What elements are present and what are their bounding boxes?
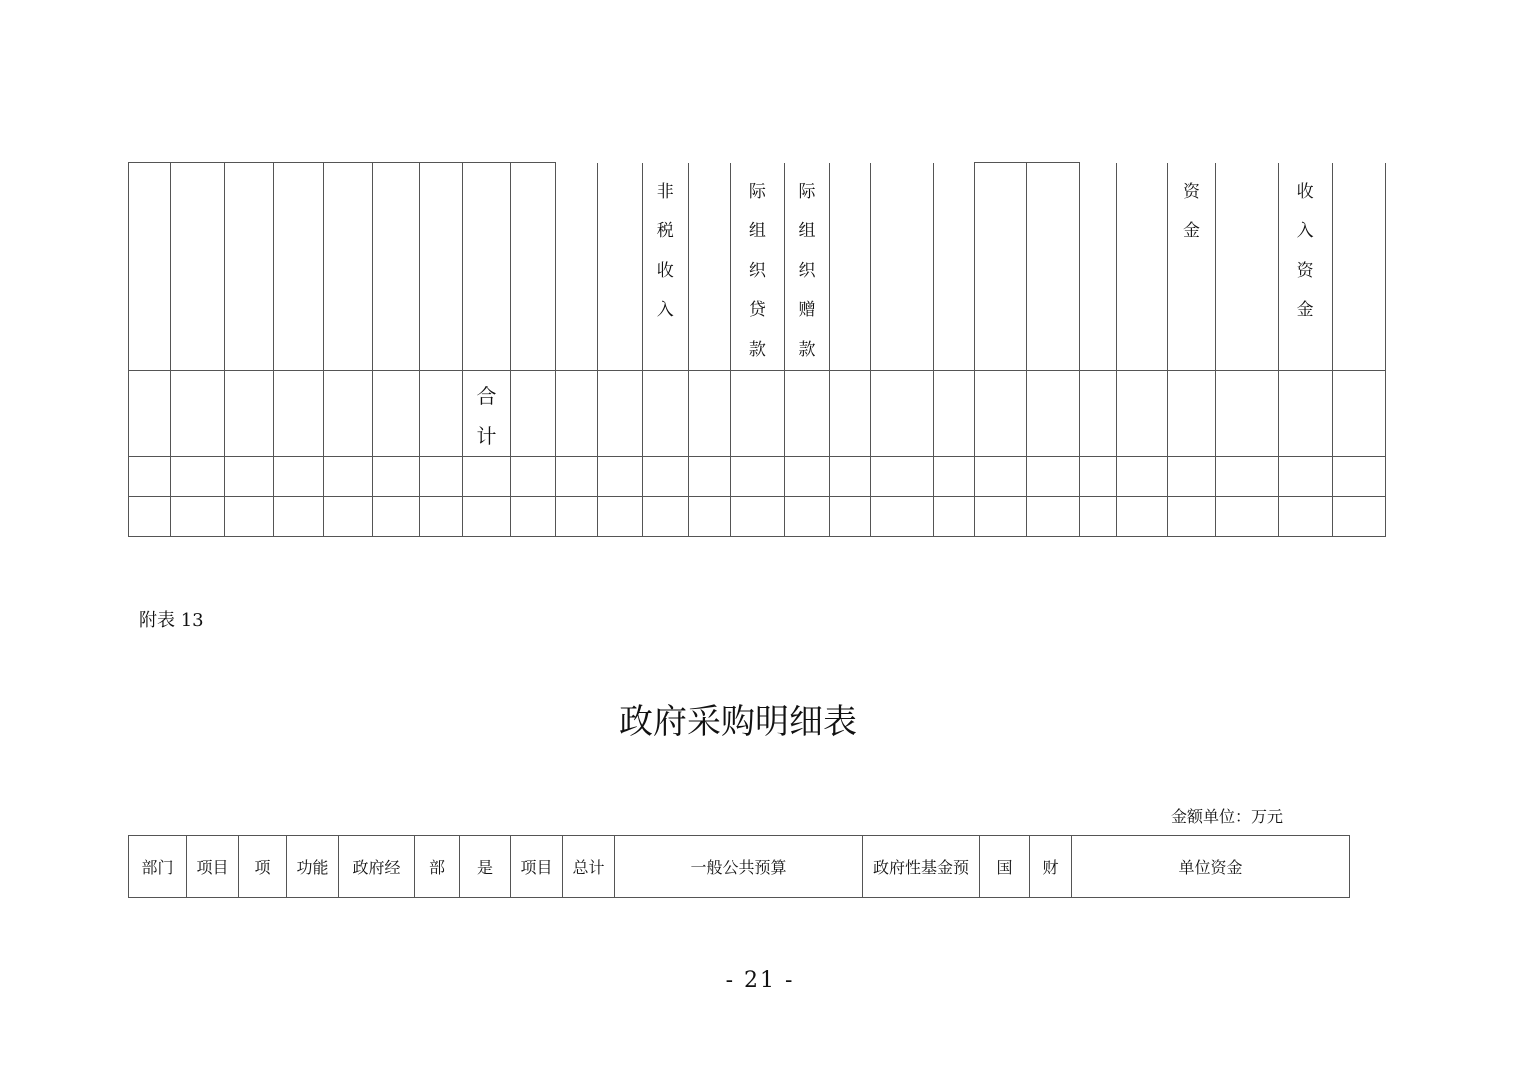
- header-cell: [373, 163, 420, 371]
- col-header-dept: 部: [415, 836, 460, 898]
- header-cell: [225, 163, 274, 371]
- table-cell: [597, 371, 642, 457]
- col-header-general-budget: 一般公共预算: [615, 836, 863, 898]
- table-cell: [1332, 371, 1385, 457]
- col-header-gov-economic: 政府经: [339, 836, 415, 898]
- header-cell-nontax-income: [642, 163, 688, 371]
- table-cell: [555, 457, 597, 497]
- table-cell: [1332, 457, 1385, 497]
- table-cell: [730, 457, 784, 497]
- col-header-finance: 财: [1030, 836, 1072, 898]
- table-cell: [555, 371, 597, 457]
- table-cell: [324, 371, 373, 457]
- table-cell: [129, 371, 171, 457]
- table-cell: [934, 457, 975, 497]
- table-cell: [642, 497, 688, 537]
- col-header-department: 部门: [129, 836, 187, 898]
- table-cell: [871, 457, 934, 497]
- table-cell: [1278, 457, 1332, 497]
- table-cell: [1215, 371, 1278, 457]
- table-cell: [1027, 371, 1080, 457]
- table-cell: [730, 371, 784, 457]
- table-cell: [225, 457, 274, 497]
- table-cell: [829, 371, 870, 457]
- table-cell: [463, 457, 510, 497]
- table-cell: [975, 371, 1027, 457]
- table-cell: [171, 371, 225, 457]
- table-cell: [420, 371, 463, 457]
- header-cell: [463, 163, 510, 371]
- header-cell: [129, 163, 171, 371]
- total-label-cell: [463, 371, 510, 457]
- header-cell-intl-loan: [730, 163, 784, 371]
- nontax-income-label: 非税收入: [656, 181, 674, 320]
- header-cell: [1027, 163, 1080, 371]
- table-cell: [1168, 497, 1215, 537]
- header-cell: [1117, 163, 1168, 371]
- funds-label: 资金: [1183, 181, 1201, 241]
- table-cell: [934, 371, 975, 457]
- table-cell: [324, 457, 373, 497]
- table-cell: [829, 497, 870, 537]
- table-cell: [1168, 371, 1215, 457]
- procurement-detail-table: [128, 835, 1350, 898]
- header-cell: [688, 163, 730, 371]
- table-cell: [784, 371, 829, 457]
- table-cell: [975, 457, 1027, 497]
- header-cell: [1332, 163, 1385, 371]
- col-header-project-2: 项目: [511, 836, 563, 898]
- header-cell: [324, 163, 373, 371]
- header-cell: [871, 163, 934, 371]
- header-cell: [555, 163, 597, 371]
- table-row: [129, 497, 1386, 537]
- table-cell: [555, 497, 597, 537]
- header-cell-funds: [1168, 163, 1215, 371]
- table-cell: [274, 371, 324, 457]
- budget-table-continued: [128, 162, 1386, 537]
- table-cell: [274, 497, 324, 537]
- table-cell: [688, 497, 730, 537]
- table-cell: [1117, 457, 1168, 497]
- header-cell: [274, 163, 324, 371]
- col-header-unit-funds: 单位资金: [1072, 836, 1350, 898]
- table-cell: [730, 497, 784, 537]
- table-cell: [1215, 497, 1278, 537]
- table-cell: [129, 457, 171, 497]
- total-row: [129, 371, 1386, 457]
- table-cell: [642, 457, 688, 497]
- table-cell: [373, 497, 420, 537]
- table-cell: [324, 497, 373, 537]
- intl-grant-label: 际组织赠款: [798, 181, 816, 360]
- header-cell: [420, 163, 463, 371]
- table-cell: [1080, 457, 1117, 497]
- table-cell: [510, 457, 555, 497]
- header-row: [129, 836, 1350, 898]
- header-cell: [597, 163, 642, 371]
- col-header-is: 是: [460, 836, 511, 898]
- table-cell: [829, 457, 870, 497]
- table-cell: [129, 497, 171, 537]
- header-row: [129, 163, 1386, 371]
- header-cell: [1080, 163, 1117, 371]
- table-cell: [597, 457, 642, 497]
- col-header-project: 项目: [187, 836, 239, 898]
- table-cell: [1278, 371, 1332, 457]
- col-header-item: 项: [239, 836, 287, 898]
- table-cell: [463, 497, 510, 537]
- table-cell: [934, 497, 975, 537]
- table-cell: [1080, 497, 1117, 537]
- table-cell: [420, 457, 463, 497]
- header-cell-intl-grant: [784, 163, 829, 371]
- table-cell: [373, 457, 420, 497]
- table-cell: [225, 371, 274, 457]
- table-cell: [1215, 457, 1278, 497]
- header-cell: [934, 163, 975, 371]
- table-cell: [975, 497, 1027, 537]
- table-row: [129, 457, 1386, 497]
- table-cell: [1027, 497, 1080, 537]
- page-number: - 21 -: [725, 968, 795, 993]
- col-header-state: 国: [980, 836, 1030, 898]
- table-cell: [1168, 457, 1215, 497]
- table-cell: [1117, 497, 1168, 537]
- table-cell: [510, 497, 555, 537]
- table-cell: [784, 497, 829, 537]
- header-cell: [829, 163, 870, 371]
- table-cell: [688, 457, 730, 497]
- income-funds-label: 收入资金: [1296, 181, 1314, 320]
- table-cell: [510, 371, 555, 457]
- table-cell: [171, 497, 225, 537]
- header-cell: [975, 163, 1027, 371]
- table-cell: [420, 497, 463, 537]
- header-cell: [171, 163, 225, 371]
- page-title: 政府采购明细表: [619, 702, 857, 742]
- col-header-function: 功能: [287, 836, 339, 898]
- table-cell: [1332, 497, 1385, 537]
- header-cell: [1215, 163, 1278, 371]
- header-cell: [510, 163, 555, 371]
- table-cell: [642, 371, 688, 457]
- header-cell-income-funds: [1278, 163, 1332, 371]
- table-cell: [1027, 457, 1080, 497]
- table-cell: [373, 371, 420, 457]
- col-header-gov-fund: 政府性基金预: [863, 836, 980, 898]
- amount-unit-note: 金额单位：万元: [1171, 807, 1284, 826]
- table-cell: [274, 457, 324, 497]
- table-cell: [171, 457, 225, 497]
- table-cell: [871, 497, 934, 537]
- col-header-total: 总计: [563, 836, 615, 898]
- table-cell: [784, 457, 829, 497]
- intl-loan-label: 际组织贷款: [748, 181, 766, 360]
- appendix-label: 附表 13: [139, 610, 204, 631]
- total-label: 合计: [476, 384, 497, 448]
- table-cell: [871, 371, 934, 457]
- table-cell: [1117, 371, 1168, 457]
- table-cell: [597, 497, 642, 537]
- table-cell: [1080, 371, 1117, 457]
- table-cell: [225, 497, 274, 537]
- table-cell: [1278, 497, 1332, 537]
- table-cell: [688, 371, 730, 457]
